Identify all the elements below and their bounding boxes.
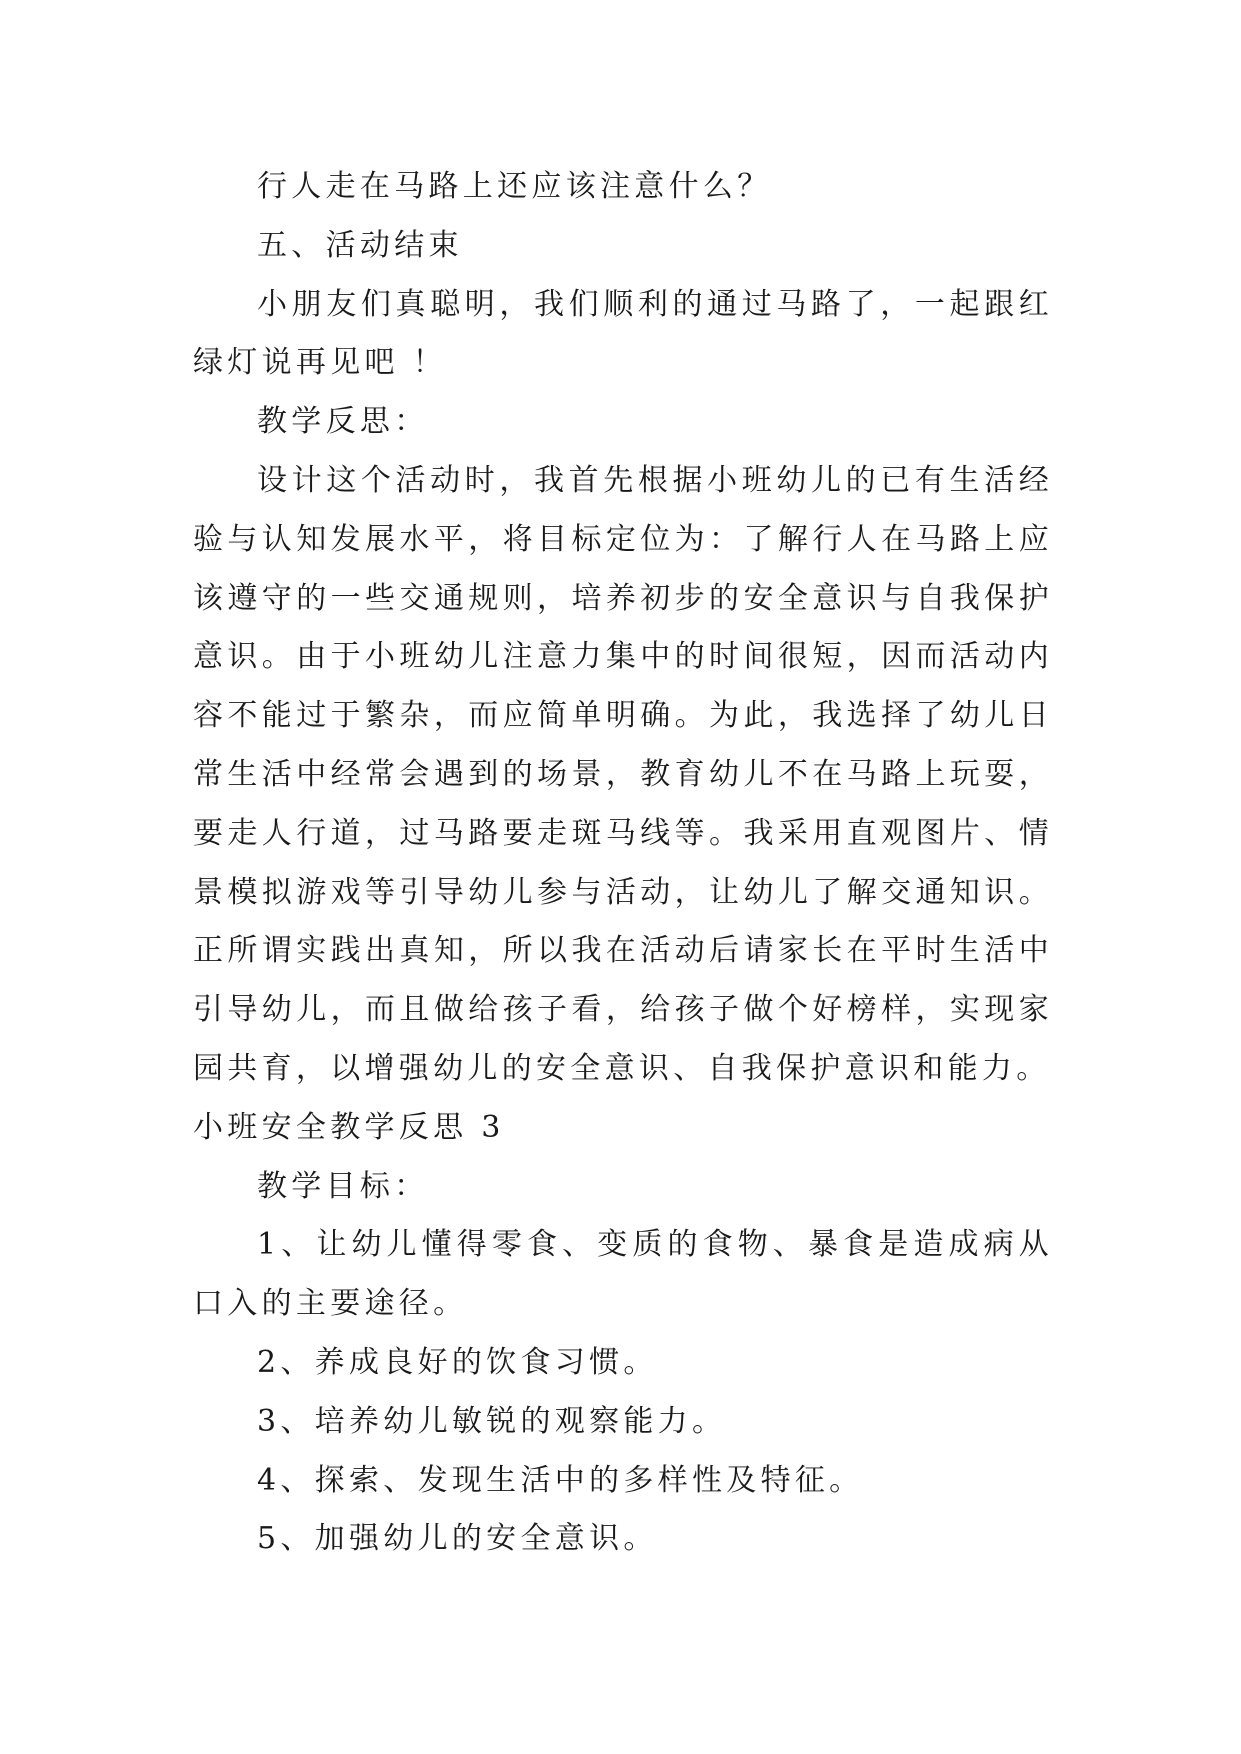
- closing-paragraph: 小朋友们真聪明，我们顺利的通过马路了，一起跟红绿灯说再见吧 ！: [193, 286, 1053, 381]
- goal-item-5: 5、加强幼儿的安全意识。: [257, 1521, 658, 1557]
- reflection-heading: 教学反思：: [257, 404, 429, 440]
- goal-item-1: 1、让幼儿懂得零食、变质的食物、暴食是造成病从口入的主要途径。: [193, 1227, 1053, 1322]
- question-paragraph: 行人走在马路上还应该注意什么？: [257, 169, 772, 204]
- reflection-paragraph: 设计这个活动时，我首先根据小班幼儿的已有生活经验与认知发展水平，将目标定位为：了解行人在马路上应该遵守的一些交通规则，培养初步的安全意识与自我保护意识。由于小班幼儿注意力集中的时间很短，因而活动内容不能过于繁杂，而应简单明确。为此，我选择了幼儿日常生活中经常会遇到的场景，教育幼儿不在马路上玩耍，要走人行道，过马路要走斑马线等。我采用直观图片、情景模拟游戏等引导幼儿参与活动，让幼儿了解交通知识。正所谓实践出真知，所以我在活动后请家长在平时生活中引导幼儿，而且做给孩子看，给孩子做个好榜样，实现家园共育，以增强幼儿的安全意识、自我保护意识和能力。: [193, 462, 1053, 1086]
- document-body: [193, 158, 1053, 1569]
- goal-item-4: 4、探索、发现生活中的多样性及特征。: [257, 1462, 864, 1498]
- article-title: 小班安全教学反思 3: [193, 1109, 505, 1145]
- goal-item-3: 3、培养幼儿敏锐的观察能力。: [257, 1403, 727, 1439]
- teaching-goals-heading: 教学目标：: [257, 1168, 429, 1204]
- section-heading-activity-end: 五、活动结束: [257, 227, 463, 263]
- goal-item-2: 2、养成良好的饮食习惯。: [257, 1344, 658, 1380]
